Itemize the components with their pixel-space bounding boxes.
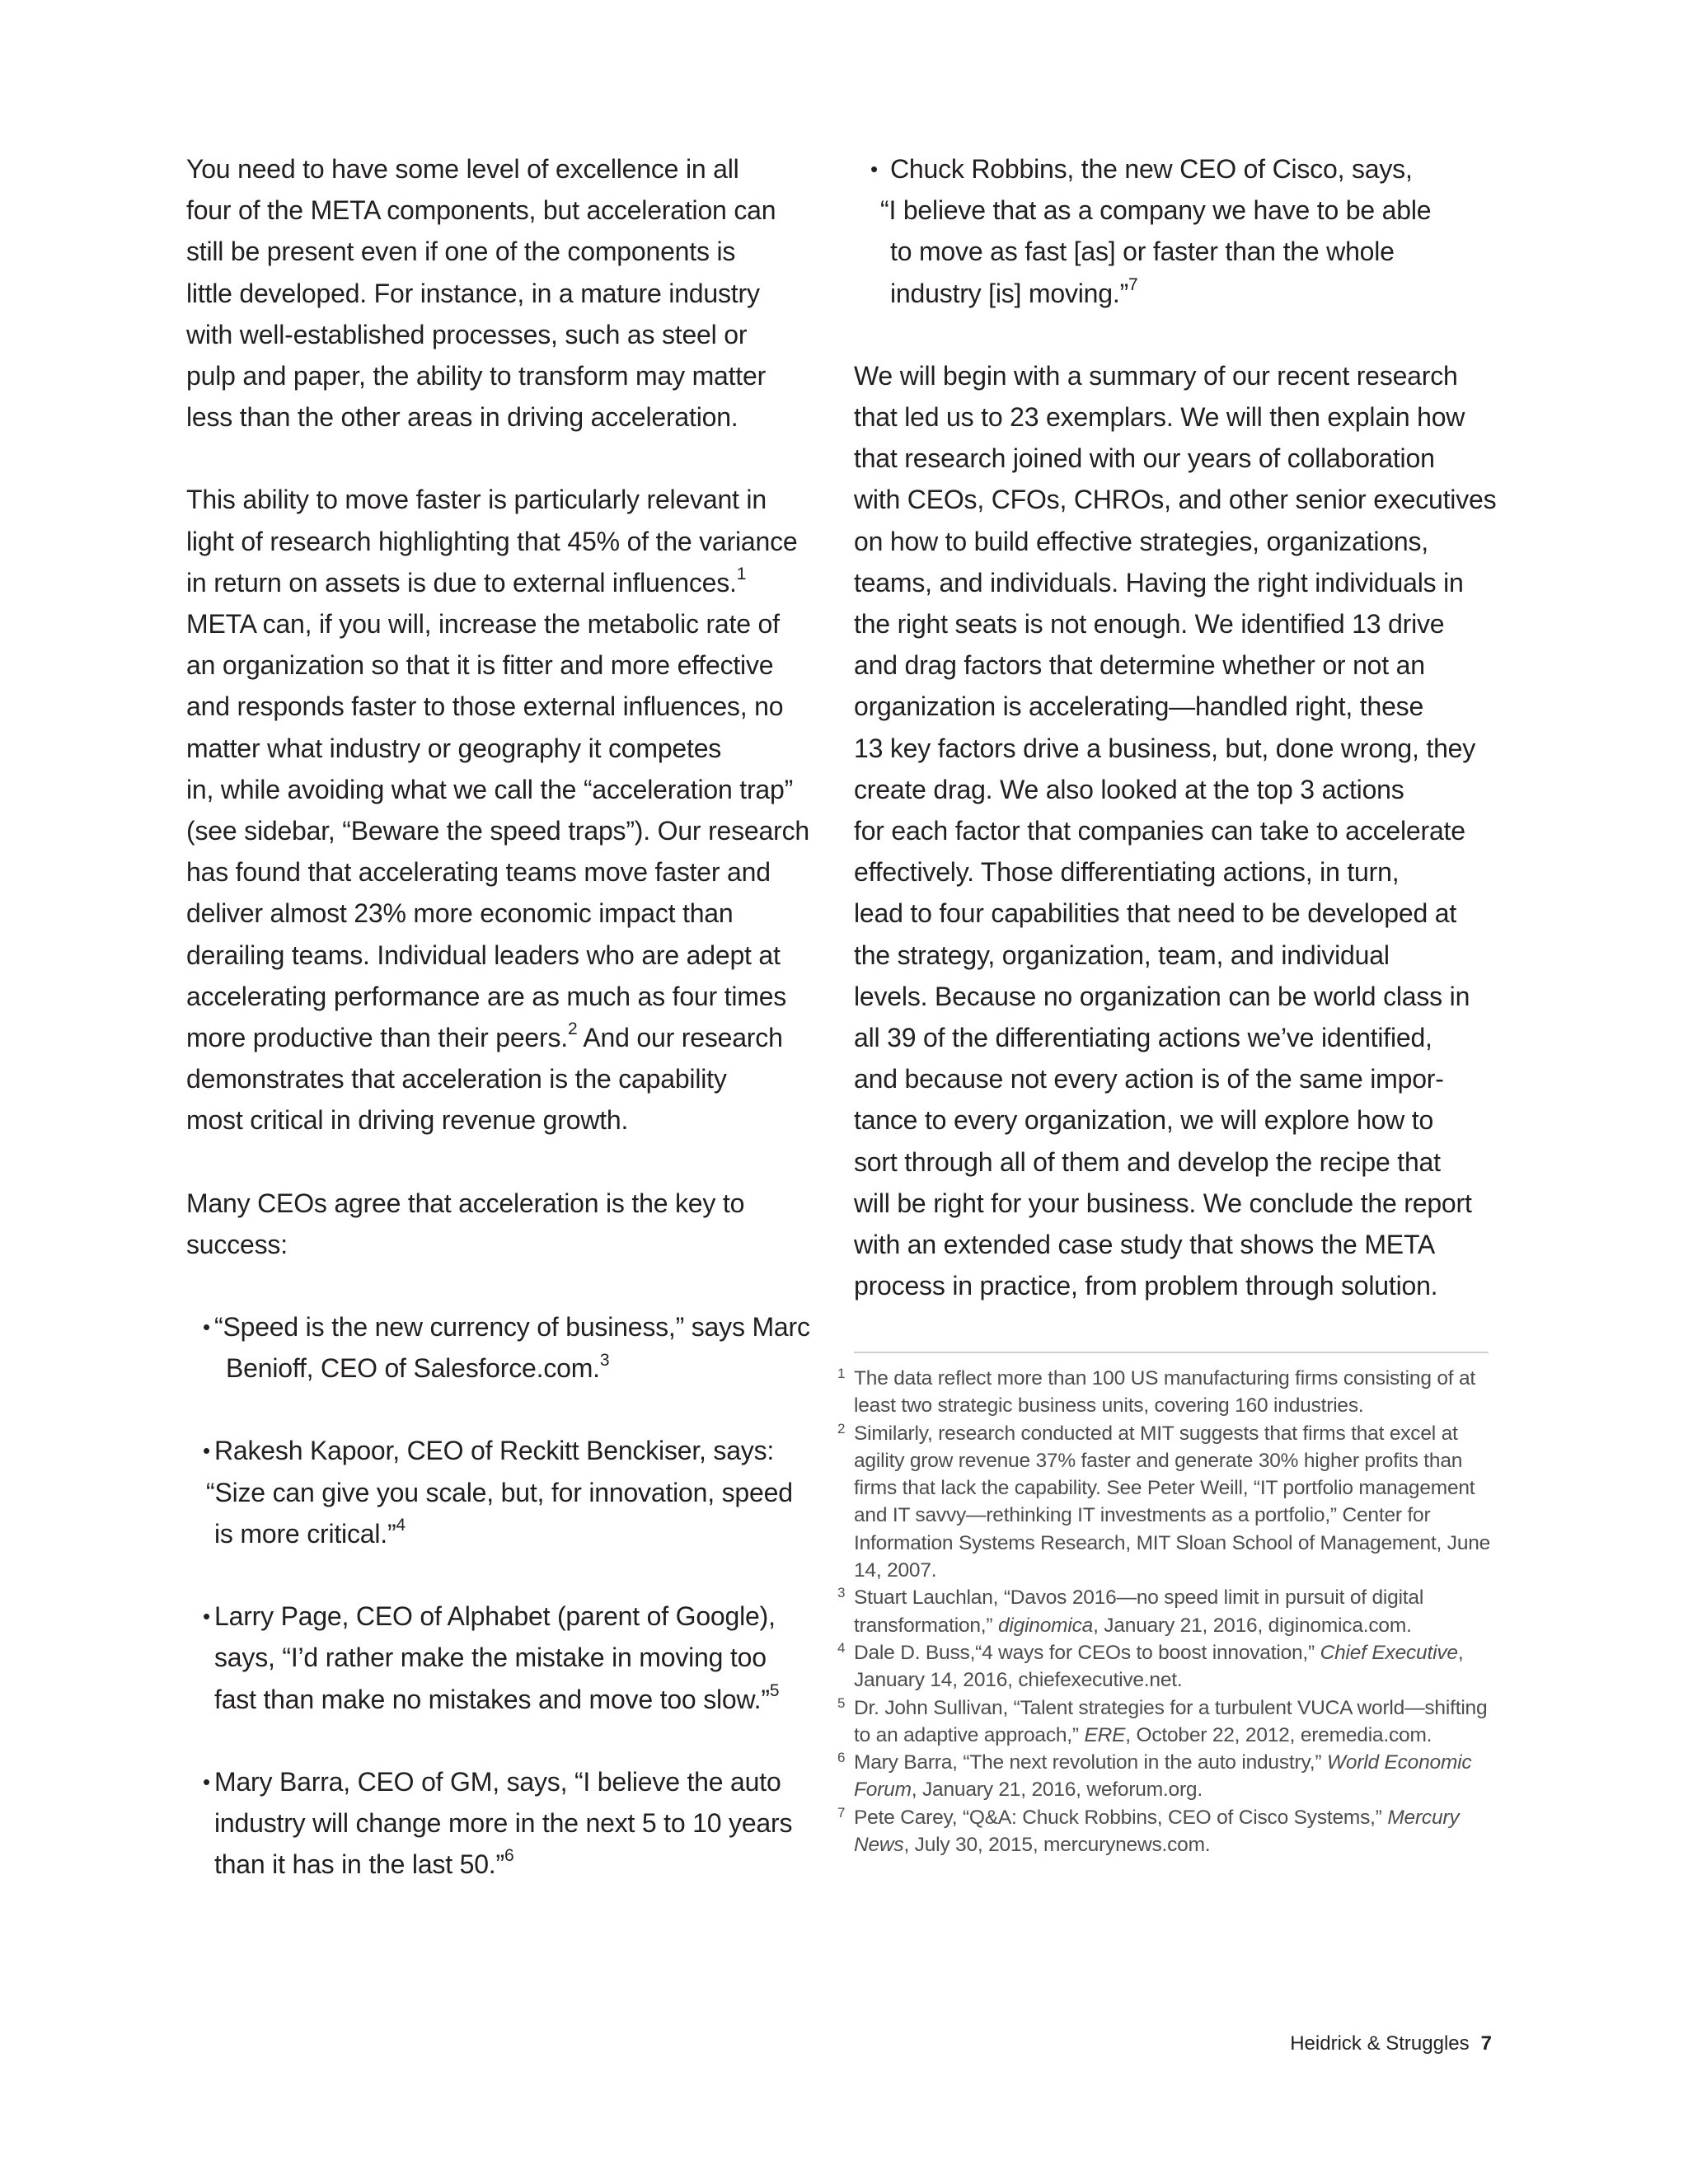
footnote-1 — [837, 1365, 1497, 1420]
left-paragraph-2: This ability to move faster is particularly relevant in light of research highlighting that 45% of the variance in return on assets is due to external influences.$^1$ META can, if you will, increase the metabolic rate of an organization so that it is fitter and more effective and responds faster to those external influences, no matter what industry or geography it competes in, while avoiding what we call the “acceleration trap” (see sidebar, “Beware the speed traps”). Our research has found that accelerating teams move faster and deliver almost 23% more economic impact than derailing teams. Individual leaders who are adept at accelerating performance are as much as four times more productive than their peers.$^2$ And our research demonstrates that acceleration is the capability most critical in driving revenue growth. — [186, 485, 809, 1136]
footnote-text: , October 22, 2012, eremedia.com. — [1125, 1723, 1432, 1746]
page-number: 7 — [1480, 2032, 1492, 2055]
footnote-ref-2[interactable]: 2 — [567, 1019, 578, 1039]
footnote-number: 7 — [837, 1804, 846, 1821]
footnote-number: 4 — [837, 1639, 846, 1656]
footnote-4 — [837, 1639, 1497, 1694]
footnote-text: Mary Barra, “The next revolution in the auto industry,” — [854, 1751, 1327, 1774]
bullet-icon: • — [203, 1315, 210, 1340]
footnote-ref-5[interactable]: 5 — [769, 1680, 780, 1700]
ceo-quote-robbins: • Chuck Robbins, the new CEO of Cisco, says, “I believe that as a company we have to be able to move as fast [as] or faster than the whole industry [is] moving.”$^7$ — [854, 148, 1497, 314]
footnote-7 — [837, 1804, 1497, 1859]
footnote-text: Mercury News — [854, 1806, 1460, 1857]
footnote-text: Chief Executive — [1320, 1641, 1458, 1664]
footnote-number: 6 — [837, 1750, 846, 1766]
footnote-ref-7[interactable]: 7 — [1128, 274, 1138, 294]
footnote-ref-4[interactable]: 4 — [396, 1516, 406, 1535]
left-paragraph-1: You need to have some level of excellence in all four of the META components, but acceleration can still be present even if one of the components is little developed. For instance, in a mature industry with well-established processes, such as steel or pulp and paper, the ability to transform may matter less than the other areas in driving acceleration. — [186, 154, 776, 433]
footnote-text: Pete Carey, “Q&A: Chuck Robbins, CEO of Cisco Systems,” — [854, 1806, 1388, 1829]
footnote-ref-6[interactable]: 6 — [504, 1846, 514, 1866]
bullet-icon: • — [870, 157, 878, 181]
footnote-ref-1[interactable]: 1 — [736, 565, 747, 584]
footnote-text: World Economic Forum — [854, 1751, 1472, 1802]
footnote-number: 3 — [837, 1585, 846, 1601]
footnote-text: Dr. John Sullivan, “Talent strategies for a turbulent VUCA world—shifting to an adaptive approach,” — [854, 1696, 1488, 1746]
footnote-number: 1 — [837, 1366, 846, 1381]
footnote-text: Dale D. Buss,“4 ways for CEOs to boost innovation,” — [854, 1641, 1320, 1664]
footnote-text: Similarly, research conducted at MIT suggests that firms that excel at agility grow revenue 37% faster and generate 30% higher profits than firms that lack the capability. See Peter Weill, “IT portfolio management and IT savvy—rethinking IT investments as a portfolio,” Center for Information Systems Research, MIT Sloan School of Management, June 14, 2007. — [854, 1422, 1491, 1582]
footnote-text: , July 30, 2015, mercurynews.com. — [903, 1834, 1211, 1857]
ceo-quote-kapoor: • Rakesh Kapoor, CEO of Reckitt Benckiser, says: “Size can give you scale, but, for innovation, speed is more critical.”$^4$ — [186, 1430, 821, 1554]
footnote-text: Stuart Lauchlan, “Davos 2016—no speed limit in pursuit of digital transformation,” — [854, 1586, 1424, 1637]
footnote-3 — [837, 1584, 1497, 1639]
right-column — [854, 148, 1497, 1306]
left-column — [186, 148, 821, 1885]
footnote-divider — [854, 1352, 1489, 1353]
bullet-icon: • — [203, 1438, 210, 1464]
ceo-quote-benioff: • “Speed is the new currency of business,” says Marc Benioff, CEO of Salesforce.com.$^3$ — [186, 1306, 821, 1389]
footnote-text: diginomica — [997, 1614, 1094, 1637]
footnotes — [837, 1365, 1497, 1858]
footnote-number: 5 — [837, 1694, 846, 1711]
left-paragraph-3: Many CEOs agree that acceleration is the key to success: — [186, 1188, 745, 1259]
page-footer — [1290, 2032, 1492, 2055]
footnote-ref-3[interactable]: 3 — [599, 1350, 610, 1370]
footnote-text: , January 21, 2016, diginomica.com. — [1093, 1614, 1412, 1637]
footnote-text: ERE — [1084, 1723, 1126, 1746]
footnote-text: , January 14, 2016, chiefexecutive.net. — [854, 1641, 1464, 1692]
right-paragraph-1: We will begin with a summary of our recent research that led us to 23 exemplars. We will then explain how that research joined with our years of collaboration with CEOs, CFOs, CHROs, and other senior executives on how to build effective strategies, organizations, teams, and individuals. Having the right individuals in the right seats is not enough. We identified 13 drive and drag factors that determine whether or not an organization is accelerating—handled right, these 13 key factors drive a business, but, done wrong, they create drag. We also looked at the top 3 actions for each factor that companies can take to accelerate effectively. Those differentiating actions, in turn, lead to four capabilities that need to be developed at the strategy, organization, team, and individual levels. Because no organization can be world class in all 39 of the differentiating actions we’ve identified, and because not every action is of the same impor- tance to every organization, we will explore how to sort through all of them and develop the recipe that will be right for your business. We conclude the report with an extended case study that shows the META process in practice, from problem through solution. — [854, 360, 1497, 1301]
footnote-text: The data reflect more than 100 US manufacturing firms consisting of at least two strategic business units, covering 160 industries. — [854, 1367, 1476, 1418]
footnote-5 — [837, 1694, 1497, 1750]
footnote-text: , January 21, 2016, weforum.org. — [911, 1779, 1203, 1802]
bullet-icon: • — [203, 1769, 210, 1794]
footnote-number: 2 — [837, 1420, 846, 1436]
footnote-2 — [837, 1420, 1497, 1585]
bullet-icon: • — [203, 1604, 210, 1629]
ceo-quote-page: • Larry Page, CEO of Alphabet (parent of Google), says, “I’d rather make the mistake in moving too fast than make no mistakes and move too slow.”$^5$ — [186, 1596, 821, 1720]
ceo-quote-barra: • Mary Barra, CEO of GM, says, “I believe the auto industry will change more in the next 5 to 10 years than it has in the last 50.”$^6$ — [186, 1761, 821, 1886]
publisher-name: Heidrick & Struggles — [1290, 2032, 1470, 2055]
footnote-6 — [837, 1749, 1497, 1804]
